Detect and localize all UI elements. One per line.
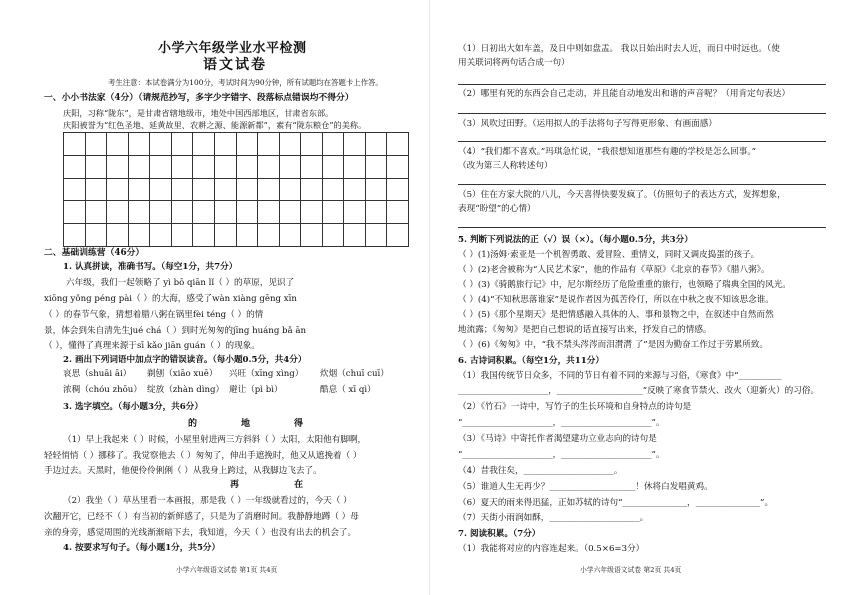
grid-cell[interactable] [280, 179, 302, 202]
grid-cell[interactable] [64, 156, 86, 179]
grid-cell[interactable] [280, 224, 302, 247]
grid-cell[interactable] [193, 201, 215, 224]
grid-cell[interactable] [215, 179, 237, 202]
q4-item-1-line-1: （1）日初出大如车盖，及日中则如盘盂。 我以日始出时去人近，而日中时远也。（使 [458, 44, 780, 54]
q2-item: 酷息（ xī qì） [320, 385, 376, 395]
grid-cell[interactable] [366, 224, 388, 247]
q3-passage-1-line-3: 手边过去。天黑时，他便伶伶俐俐（ ）从我身上跨过，从我脚边飞去了。 [44, 466, 322, 476]
section-1-title: 一、小小书法家（4分）（请规范抄写，多字少字错字、段落标点错误均不得分） [44, 93, 354, 103]
exam-subtitle: 语文试卷 [203, 57, 267, 73]
page-footer: 小学六年级语文试卷 第2页 共4页 [580, 566, 682, 574]
grid-cell[interactable] [107, 201, 129, 224]
q6-line-6: “_____________________，_____________________”。 [458, 450, 665, 460]
grid-cell[interactable] [129, 156, 151, 179]
grid-cell[interactable] [150, 179, 172, 202]
grid-cell[interactable] [344, 224, 366, 247]
q5-item: （ ）(6)《匆匆》中，“我不禁头涔涔而泪潸潸 了”是因为勤奋工作过于劳累所致。 [458, 340, 769, 350]
writing-grid[interactable] [63, 132, 409, 247]
grid-cell[interactable] [280, 201, 302, 224]
grid-cell[interactable] [258, 179, 280, 202]
grid-cell[interactable] [86, 224, 108, 247]
q1-line-4: 景，体会到朱自清先生jué chá（ ）到时光匆匆的jīng huáng bǎ ān [44, 326, 307, 336]
exam-page-2 [430, 0, 860, 595]
grid-cell[interactable] [107, 156, 129, 179]
section-2-title: 二、基础训练营（46分） [44, 248, 145, 258]
grid-cell[interactable] [301, 179, 323, 202]
answer-line[interactable] [458, 84, 826, 85]
grid-cell[interactable] [129, 201, 151, 224]
page-footer: 小学六年级语文试卷 第1页 共4页 [176, 566, 278, 574]
grid-cell[interactable] [258, 156, 280, 179]
q4-item-4-line-1: （4）“我们都不喜欢。”玛琪急忙说，“我很想知道那些有趣的学校是怎么回事。” [458, 147, 757, 157]
q6-line-8: （5）谁道人生无再少？____________________！休将白发唱黄鸡。 [458, 482, 713, 492]
answer-line[interactable] [458, 184, 826, 185]
q6-line-7: （4）昔我往矣，_____________________。 [458, 466, 623, 476]
grid-cell[interactable] [387, 201, 409, 224]
q6-line-10: （7）天街小雨润如酥，_____________________。 [458, 513, 649, 523]
q3-passage-1-line-2: 轻轻悄悄（ ）挪移了。我觉察他去（ ）匆匆了，伸出手遮挽时，他又从遮挽着（ ） [44, 451, 362, 461]
q3-title: 3. 选字填空。（每小题3分，共6分） [63, 402, 203, 412]
answer-line[interactable] [458, 227, 826, 228]
q5-item-continued: 地流露；《匆匆》是把自己想说的话直接写出来，抒发自己的情感。 [458, 325, 712, 335]
grid-cell[interactable] [86, 133, 108, 156]
grid-cell[interactable] [150, 224, 172, 247]
q5-item: （ ）(1)汤姆·索亚是一个机智勇敢、爱冒险、重情义，同时又调皮捣蛋的孩子。 [458, 250, 760, 260]
q1-line-5: （ ），懂得了真理来源于sī kǎo jiān guán（ ）的现象。 [44, 341, 260, 351]
grid-cell[interactable] [86, 156, 108, 179]
q4-item-5-line-1: （5）住在方家大院的八儿，今天喜得快要发疯了。（仿照句子的表达方式，发挥想象， [458, 190, 786, 200]
grid-cell[interactable] [237, 201, 259, 224]
grid-cell[interactable] [280, 156, 302, 179]
q2-item: 避让（pì bì） [229, 385, 283, 395]
grid-cell[interactable] [150, 156, 172, 179]
q5-item: （ ）(2)老舍被称为“人民艺术家”，他的作品有《草原》《北京的春节》《腊八粥》。 [458, 265, 770, 275]
q2-item: 绽放（zhàn dìng） [147, 385, 225, 395]
q5-item: （ ）(3)《骑鹅旅行记》中，尼尔斯经历了危险重重的旅行，也领略了瑞典全国的风光。 [458, 280, 791, 290]
grid-cell[interactable] [64, 133, 86, 156]
grid-cell[interactable] [387, 179, 409, 202]
grid-cell[interactable] [193, 156, 215, 179]
q2-item: 兴旺（xīng xìng） [229, 369, 304, 379]
q4-item-4-line-2: （改为第三人称转述句） [458, 161, 553, 171]
q4-item-3: （3）风吹过田野。（运用拟人的手法将句子写得更形象、有画面感） [458, 119, 717, 129]
answer-line[interactable] [458, 141, 826, 142]
grid-cell[interactable] [172, 133, 194, 156]
grid-cell[interactable] [387, 133, 409, 156]
q4-item-2: （2）哪里有死的东西会自己走动，并且能自动地发出和谐的声音呢？（用肯定句表达） [458, 89, 791, 99]
grid-cell[interactable] [323, 224, 345, 247]
q3-choice-word: 的 [188, 419, 199, 429]
grid-cell[interactable] [86, 201, 108, 224]
q4-item-1-line-2: 用关联词将两句话合成一句） [458, 58, 570, 68]
grid-cell[interactable] [86, 179, 108, 202]
grid-cell[interactable] [193, 133, 215, 156]
grid-cell[interactable] [258, 201, 280, 224]
grid-cell[interactable] [366, 179, 388, 202]
grid-cell[interactable] [301, 201, 323, 224]
q6-line-9: （6）夏天的雨来得迅猛，正如苏轼的诗句“_______________，_______________”。 [458, 498, 774, 508]
q1-line-3: （ ）的春节气象，猜想着腊八粥在锅里fèi téng（ ）的情 [44, 310, 264, 320]
grid-cell[interactable] [150, 201, 172, 224]
q6-line-4: “_____________________，_____________________”。 [458, 418, 665, 428]
grid-cell[interactable] [64, 201, 86, 224]
grid-cell[interactable] [301, 156, 323, 179]
grid-cell[interactable] [366, 156, 388, 179]
grid-cell[interactable] [107, 133, 129, 156]
q7-title: 7. 阅读积累。（7分） [458, 529, 541, 539]
grid-cell[interactable] [107, 224, 129, 247]
grid-cell[interactable] [64, 224, 86, 247]
grid-cell[interactable] [215, 133, 237, 156]
grid-cell[interactable] [280, 133, 302, 156]
q6-line-2: _____________________，____________________”反映了寒食节禁火、改火（迎新火）的习俗。 [458, 386, 820, 396]
grid-cell[interactable] [215, 224, 237, 247]
q3-choice-word: 在 [294, 480, 305, 490]
q5-item: （ ）(5)《那个星期天》是把情感融入具体的人、事和景物之中，在叙述中自然而然 [458, 310, 774, 320]
q6-line-1: （1）我国传统节日众多，不同的节日有着不同的来源与习俗，《寒食》中“__________ [458, 371, 782, 381]
q1-title: 1. 认真拼读，准确书写。（每空1分，共7分） [63, 262, 238, 272]
q6-line-5: （3）《马诗》中寄托作者渴望建功立业志向的诗句是 [458, 434, 657, 444]
grid-cell[interactable] [344, 201, 366, 224]
q3-choice-word: 得 [294, 419, 305, 429]
grid-cell[interactable] [344, 179, 366, 202]
q5-item: （ ）(4)“不知秋思落谁家”是说作者因为孤苦伶仃，所以在中秋之夜不知该思念谁。 [458, 295, 774, 305]
exam-notice: 考生注意：本试卷满分为100分，考试时间为90分钟，所有试题均在答题卡上作答。 [108, 78, 383, 87]
grid-cell[interactable] [215, 156, 237, 179]
grid-cell[interactable] [387, 224, 409, 247]
grid-cell[interactable] [366, 201, 388, 224]
q3-passage-2-line-1: （2）我坐（ ）草丛里看一本画报，那是我（ ）一年级就看过的，今天（ ） [63, 496, 352, 506]
grid-cell[interactable] [172, 179, 194, 202]
grid-cell[interactable] [344, 133, 366, 156]
grid-cell[interactable] [344, 156, 366, 179]
grid-cell[interactable] [387, 156, 409, 179]
grid-cell[interactable] [172, 156, 194, 179]
grid-cell[interactable] [215, 201, 237, 224]
answer-line[interactable] [458, 113, 826, 114]
grid-cell[interactable] [366, 133, 388, 156]
grid-cell[interactable] [107, 179, 129, 202]
grid-cell[interactable] [301, 224, 323, 247]
grid-cell[interactable] [193, 224, 215, 247]
q3-passage-2-line-2: 次翻开它，已经不（ ）有当初的新鲜感了，只是为了消磨时间。我静静地蹲（ ）母 [44, 512, 359, 522]
q2-item: 炊烟（chuī cuī） [320, 369, 389, 379]
q2-item: 浓稠（chóu zhōu） [63, 385, 142, 395]
q2-title: 2. 画出下列词语中加点字的错误读音。（每小题0.5分，共4分） [63, 355, 307, 365]
q3-passage-1-line-1: （1）早上我起来（ ）时候，小屋里射进两三方斜斜（ ）太阳，太阳他有脚啊， [63, 435, 367, 445]
grid-cell[interactable] [237, 179, 259, 202]
grid-cell[interactable] [193, 179, 215, 202]
q4-item-5-line-2: 表现“盼望”的心情） [458, 204, 536, 214]
q6-line-3: （2）《竹石》一诗中，写竹子的生长环境和自身特点的诗句是 [458, 402, 692, 412]
grid-cell[interactable] [150, 133, 172, 156]
q5-title: 5. 判断下列说法的正（√）误（×）。（每小题0.5分，共3分） [458, 235, 693, 245]
grid-cell[interactable] [172, 224, 194, 247]
q3-choice-word: 再 [230, 480, 241, 490]
grid-cell[interactable] [258, 224, 280, 247]
q7-line-1: （1）我能将对应的内容连起来。（0.5×6=3分） [458, 544, 645, 554]
q2-item: 哀思（shuāi āi） [63, 369, 132, 379]
grid-cell[interactable] [237, 224, 259, 247]
grid-cell[interactable] [172, 201, 194, 224]
q1-line-1: 六年级，我们一起领略了 yì bō qiān lǐ（ ）的草原，见识了 [66, 278, 295, 288]
copy-text-line-1: 庆阳，习称“陇东”，是甘肃省辖地级市，地处中国西部地区，甘肃省东部。 [63, 108, 334, 118]
exam-title: 小学六年级学业水平检测 [158, 41, 307, 56]
grid-cell[interactable] [129, 179, 151, 202]
grid-cell[interactable] [323, 156, 345, 179]
grid-cell[interactable] [323, 179, 345, 202]
q3-choice-word: 地 [241, 419, 252, 429]
grid-cell[interactable] [129, 224, 151, 247]
q3-passage-2-line-3: 亲的身旁，感觉周围的光线渐渐暗下去，我知道，今天（ ）也没有出去的机会了。 [44, 528, 357, 538]
q4-title: 4. 按要求写句子。（每小题1分，共5分） [63, 543, 221, 553]
grid-cell[interactable] [323, 133, 345, 156]
grid-cell[interactable] [129, 133, 151, 156]
q6-title: 6. 古诗词积累。（每空1分，共11分） [458, 356, 604, 366]
grid-cell[interactable] [258, 133, 280, 156]
grid-cell[interactable] [323, 201, 345, 224]
q1-line-2: xiōng yǒng péng pài（ ）的大海，感受了wàn xiàng gēng xīn [44, 294, 297, 304]
q2-item: 剃刨（xiāo xuē） [147, 369, 218, 379]
grid-cell[interactable] [64, 179, 86, 202]
grid-cell[interactable] [301, 133, 323, 156]
grid-cell[interactable] [237, 156, 259, 179]
copy-text-line-2: 庆阳被誉为“红色圣地、延黄故里、农耕之源、能源新都”，素有“陇东粮仓”的美称。 [63, 120, 367, 130]
grid-cell[interactable] [237, 133, 259, 156]
